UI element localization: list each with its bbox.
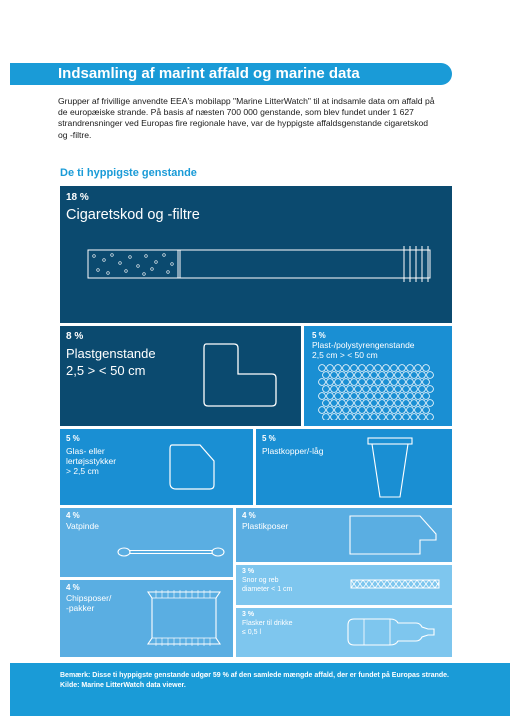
section-title: De ti hyppigste genstande (60, 167, 197, 179)
tile-percent: 18 % (66, 192, 89, 203)
tile-plastic-pieces (60, 326, 301, 426)
tile-percent: 5 % (262, 434, 276, 443)
tile-cups (256, 429, 452, 505)
tile-label (66, 446, 116, 476)
tile-label (242, 577, 292, 594)
tile-label: Plastikposer (242, 521, 289, 531)
footer-source: Kilde: Marine LitterWatch data viewer. (60, 681, 186, 689)
tile-percent: 5 % (312, 331, 326, 340)
tile-label-line: ≤ 0,5 l (242, 628, 262, 636)
tile-label (66, 593, 111, 613)
tile-percent: 4 % (66, 583, 80, 592)
tile-chips-bags (60, 580, 233, 657)
tile-label-line: Glas- eller (66, 446, 105, 456)
tile-label (312, 340, 415, 360)
tile-label: Cigaretskod og -filtre (66, 207, 200, 223)
tile-cotton-buds (60, 508, 233, 577)
tile-label-line: Plastgenstande (66, 346, 156, 361)
cup-icon (366, 435, 414, 501)
tile-label-line: Chipsposer/ (66, 593, 112, 603)
tile-label-line: Plast-/polystyrengenstande (312, 340, 415, 350)
glass-shard-icon (164, 439, 220, 495)
tile-label-line: 2,5 cm > < 50 cm (312, 350, 378, 360)
cigarette-icon (86, 244, 436, 284)
tile-cigarettes (60, 186, 452, 323)
plastic-piece-icon (200, 340, 282, 410)
tile-label: Plastkopper/-låg (262, 446, 324, 456)
footer-note-text: Bemærk: Disse ti hyppigste genstande udgør 59 % af den samlede mængde affald, der er fundet på Europas strande. (60, 672, 449, 679)
footer (10, 663, 510, 716)
tile-polystyrene (304, 326, 452, 426)
tile-glass (60, 429, 253, 505)
tile-percent: 5 % (66, 434, 80, 443)
tile-percent: 4 % (242, 511, 256, 520)
polystyrene-icon (318, 364, 436, 420)
tile-label-line: -pakker (66, 603, 95, 613)
tile-plastic-bags (236, 508, 452, 562)
cotton-bud-icon (116, 544, 226, 560)
tile-label-line: diameter < 1 cm (242, 585, 293, 593)
tile-label: Vatpinde (66, 521, 99, 531)
tile-bottles (236, 608, 452, 657)
tile-percent: 8 % (66, 331, 84, 342)
tile-label-line: > 2,5 cm (66, 466, 99, 476)
tile-label-line: lertøjsstykker (66, 456, 117, 466)
tile-percent: 3 % (242, 611, 255, 618)
plastic-bag-icon (348, 512, 440, 558)
footer-note (60, 671, 480, 690)
intro-text: Grupper af frivillige anvendte EEA's mobilapp "Marine LitterWatch" til at indsamle data om affald på de europæiske strande. På basis af næsten 700 000 genstande, som blev fundet under 1 627 strandrensninger ved Europas fire regionale have, var de hyppigste affaldsgenstande cigaretskod og -filtre. (58, 96, 435, 140)
title-bar (10, 63, 452, 85)
tile-percent: 4 % (66, 511, 80, 520)
chips-bag-icon (144, 588, 224, 648)
tile-label-line: Flasker til drikke (242, 620, 293, 627)
tile-label (242, 620, 293, 637)
tile-label (66, 345, 156, 379)
tile-percent: 3 % (242, 568, 255, 575)
tile-label-line: Snor og reb (242, 577, 279, 584)
bottle-icon (346, 615, 442, 649)
tile-rope (236, 565, 452, 605)
rope-icon (350, 578, 440, 590)
page-title: Indsamling af marint affald og marine data (58, 65, 360, 82)
tile-label-line: 2,5 > < 50 cm (66, 363, 146, 378)
